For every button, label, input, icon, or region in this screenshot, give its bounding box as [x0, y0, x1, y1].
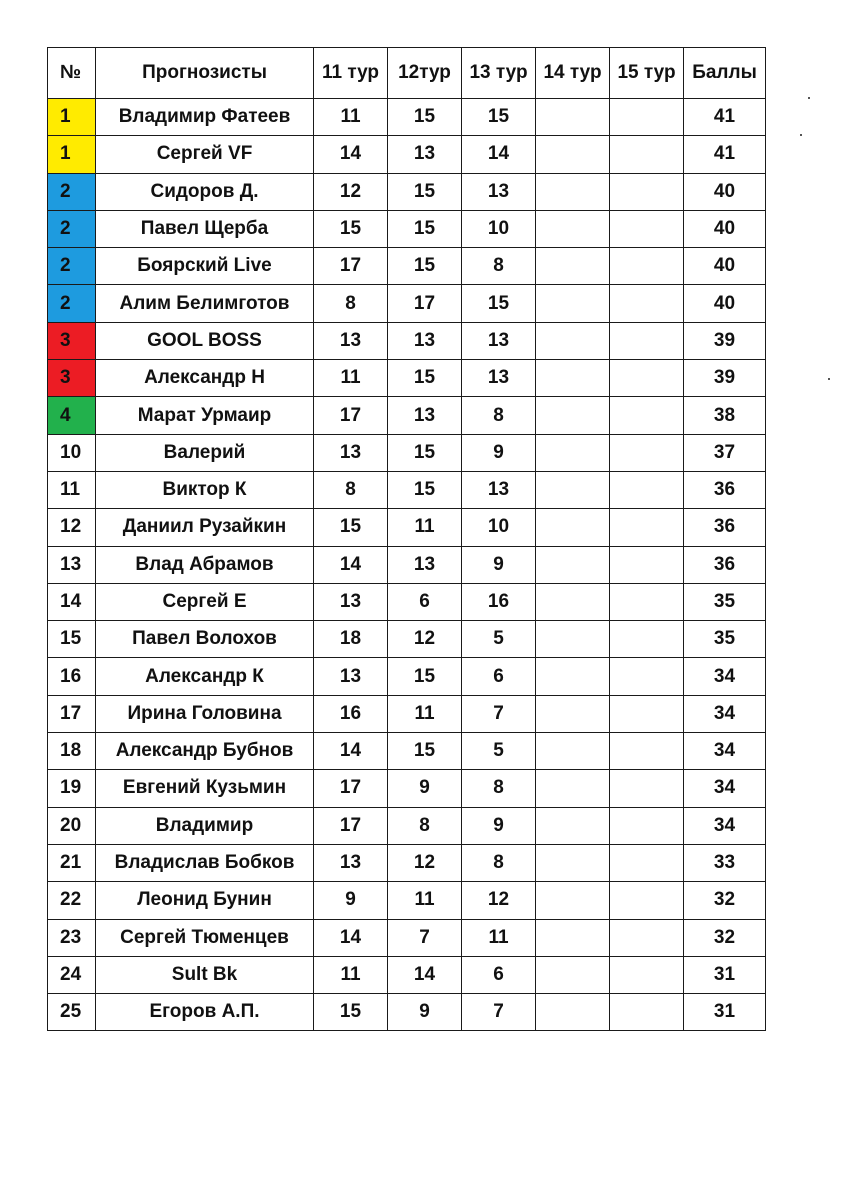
name-cell: Владимир [96, 807, 314, 844]
round-12-cell: 13 [388, 397, 462, 434]
round-12-cell: 17 [388, 285, 462, 322]
total-cell: 40 [684, 210, 766, 247]
total-cell: 39 [684, 322, 766, 359]
table-row [48, 658, 766, 695]
round-13-cell: 5 [462, 733, 536, 770]
round-11-cell: 14 [314, 919, 388, 956]
rank-cell: 23 [48, 919, 96, 956]
round-13-cell: 8 [462, 397, 536, 434]
round-14-cell [536, 509, 610, 546]
round-14-cell [536, 434, 610, 471]
rank-cell: 17 [48, 695, 96, 732]
round-14-cell [536, 994, 610, 1031]
round-15-cell [610, 956, 684, 993]
name-cell: Сидоров Д. [96, 173, 314, 210]
round-13-cell: 9 [462, 807, 536, 844]
name-cell: Влад Абрамов [96, 546, 314, 583]
round-11-cell: 13 [314, 322, 388, 359]
round-13-cell: 7 [462, 994, 536, 1031]
rank-cell: 3 [48, 360, 96, 397]
round-14-cell [536, 471, 610, 508]
round-13-cell: 13 [462, 322, 536, 359]
name-cell: Егоров А.П. [96, 994, 314, 1031]
round-13-cell: 11 [462, 919, 536, 956]
rank-cell: 21 [48, 844, 96, 881]
round-15-cell [610, 360, 684, 397]
round-13-cell: 8 [462, 248, 536, 285]
table-row [48, 882, 766, 919]
total-cell: 34 [684, 770, 766, 807]
round-13-cell: 15 [462, 285, 536, 322]
total-cell: 34 [684, 658, 766, 695]
round-11-cell: 12 [314, 173, 388, 210]
round-11-cell: 13 [314, 844, 388, 881]
round-13-cell: 8 [462, 770, 536, 807]
round-15-cell [610, 733, 684, 770]
round-14-cell [536, 882, 610, 919]
name-cell: Алим Белимготов [96, 285, 314, 322]
total-cell: 40 [684, 248, 766, 285]
name-cell: Валерий [96, 434, 314, 471]
table-row [48, 546, 766, 583]
round-11-cell: 8 [314, 471, 388, 508]
round-11-cell: 13 [314, 658, 388, 695]
name-cell: Евгений Кузьмин [96, 770, 314, 807]
round-13-cell: 6 [462, 658, 536, 695]
table-row [48, 285, 766, 322]
round-14-cell [536, 695, 610, 732]
table-row [48, 621, 766, 658]
table-row [48, 994, 766, 1031]
round-12-cell: 7 [388, 919, 462, 956]
rank-cell: 1 [48, 99, 96, 136]
round-13-cell: 13 [462, 471, 536, 508]
table-row [48, 770, 766, 807]
total-cell: 41 [684, 136, 766, 173]
name-cell: Леонид Бунин [96, 882, 314, 919]
table-row [48, 99, 766, 136]
round-12-cell: 12 [388, 621, 462, 658]
total-cell: 37 [684, 434, 766, 471]
round-13-cell: 13 [462, 360, 536, 397]
rank-cell: 18 [48, 733, 96, 770]
round-13-cell: 7 [462, 695, 536, 732]
round-13-cell: 8 [462, 844, 536, 881]
round-14-cell [536, 248, 610, 285]
rank-cell: 24 [48, 956, 96, 993]
name-cell: Марат Урмаир [96, 397, 314, 434]
round-15-cell [610, 173, 684, 210]
round-12-cell: 15 [388, 99, 462, 136]
round-11-cell: 11 [314, 956, 388, 993]
round-14-cell [536, 136, 610, 173]
round-14-cell [536, 658, 610, 695]
name-cell: GOOL BOSS [96, 322, 314, 359]
round-12-cell: 15 [388, 733, 462, 770]
stray-dot [800, 134, 802, 136]
name-cell: Александр Бубнов [96, 733, 314, 770]
total-cell: 33 [684, 844, 766, 881]
rank-cell: 10 [48, 434, 96, 471]
round-13-cell: 10 [462, 210, 536, 247]
total-cell: 39 [684, 360, 766, 397]
rank-cell: 20 [48, 807, 96, 844]
round-15-cell [610, 210, 684, 247]
name-cell: Сергей VF [96, 136, 314, 173]
total-cell: 31 [684, 994, 766, 1031]
header-round-11: 11 тур [314, 48, 388, 99]
table-header [48, 48, 766, 99]
total-cell: 40 [684, 285, 766, 322]
table-row [48, 210, 766, 247]
round-15-cell [610, 322, 684, 359]
rank-cell: 1 [48, 136, 96, 173]
round-15-cell [610, 471, 684, 508]
name-cell: Ирина Головина [96, 695, 314, 732]
round-12-cell: 13 [388, 136, 462, 173]
standings-table [47, 47, 766, 1031]
header-round-14: 14 тур [536, 48, 610, 99]
round-12-cell: 15 [388, 173, 462, 210]
total-cell: 32 [684, 919, 766, 956]
round-12-cell: 15 [388, 248, 462, 285]
round-15-cell [610, 285, 684, 322]
round-14-cell [536, 807, 610, 844]
name-cell: Владимир Фатеев [96, 99, 314, 136]
round-14-cell [536, 770, 610, 807]
total-cell: 36 [684, 509, 766, 546]
rank-cell: 22 [48, 882, 96, 919]
table-row [48, 173, 766, 210]
round-11-cell: 17 [314, 770, 388, 807]
name-cell: Владислав Бобков [96, 844, 314, 881]
stray-dot [828, 378, 830, 380]
rank-cell: 14 [48, 583, 96, 620]
round-11-cell: 14 [314, 733, 388, 770]
total-cell: 40 [684, 173, 766, 210]
name-cell: Сергей Е [96, 583, 314, 620]
name-cell: Александр К [96, 658, 314, 695]
total-cell: 31 [684, 956, 766, 993]
name-cell: Даниил Рузайкин [96, 509, 314, 546]
round-15-cell [610, 546, 684, 583]
table-row [48, 509, 766, 546]
stray-dot [808, 97, 810, 99]
name-cell: Боярский Live [96, 248, 314, 285]
total-cell: 36 [684, 471, 766, 508]
rank-cell: 2 [48, 248, 96, 285]
round-14-cell [536, 546, 610, 583]
round-12-cell: 11 [388, 695, 462, 732]
round-14-cell [536, 210, 610, 247]
rank-cell: 13 [48, 546, 96, 583]
round-12-cell: 14 [388, 956, 462, 993]
total-cell: 34 [684, 695, 766, 732]
round-15-cell [610, 621, 684, 658]
round-13-cell: 10 [462, 509, 536, 546]
round-12-cell: 15 [388, 360, 462, 397]
round-15-cell [610, 695, 684, 732]
round-12-cell: 15 [388, 658, 462, 695]
round-15-cell [610, 919, 684, 956]
total-cell: 41 [684, 99, 766, 136]
round-14-cell [536, 360, 610, 397]
round-11-cell: 18 [314, 621, 388, 658]
name-cell: Sult Bk [96, 956, 314, 993]
table-row [48, 471, 766, 508]
total-cell: 32 [684, 882, 766, 919]
header-round-13: 13 тур [462, 48, 536, 99]
round-15-cell [610, 882, 684, 919]
rank-cell: 12 [48, 509, 96, 546]
round-15-cell [610, 509, 684, 546]
rank-cell: 2 [48, 173, 96, 210]
table-row [48, 733, 766, 770]
table-row [48, 807, 766, 844]
table-row [48, 397, 766, 434]
round-11-cell: 17 [314, 807, 388, 844]
round-14-cell [536, 844, 610, 881]
round-14-cell [536, 285, 610, 322]
round-14-cell [536, 583, 610, 620]
rank-cell: 3 [48, 322, 96, 359]
round-12-cell: 15 [388, 471, 462, 508]
round-15-cell [610, 770, 684, 807]
round-12-cell: 9 [388, 994, 462, 1031]
table-row [48, 695, 766, 732]
table-row [48, 583, 766, 620]
header-total: Баллы [684, 48, 766, 99]
round-14-cell [536, 322, 610, 359]
round-15-cell [610, 434, 684, 471]
round-13-cell: 5 [462, 621, 536, 658]
round-11-cell: 17 [314, 397, 388, 434]
rank-cell: 4 [48, 397, 96, 434]
round-12-cell: 15 [388, 210, 462, 247]
round-15-cell [610, 248, 684, 285]
round-11-cell: 14 [314, 136, 388, 173]
total-cell: 34 [684, 807, 766, 844]
total-cell: 38 [684, 397, 766, 434]
rank-cell: 16 [48, 658, 96, 695]
table-row [48, 248, 766, 285]
round-13-cell: 14 [462, 136, 536, 173]
round-11-cell: 14 [314, 546, 388, 583]
round-11-cell: 13 [314, 583, 388, 620]
round-11-cell: 15 [314, 210, 388, 247]
name-cell: Сергей Тюменцев [96, 919, 314, 956]
round-12-cell: 6 [388, 583, 462, 620]
header-round-15: 15 тур [610, 48, 684, 99]
table-row [48, 322, 766, 359]
rank-cell: 2 [48, 210, 96, 247]
round-14-cell [536, 397, 610, 434]
total-cell: 35 [684, 583, 766, 620]
round-11-cell: 15 [314, 509, 388, 546]
name-cell: Павел Щерба [96, 210, 314, 247]
rank-cell: 25 [48, 994, 96, 1031]
table-row [48, 956, 766, 993]
round-11-cell: 11 [314, 99, 388, 136]
round-14-cell [536, 173, 610, 210]
header-row [48, 48, 766, 99]
round-13-cell: 15 [462, 99, 536, 136]
round-13-cell: 6 [462, 956, 536, 993]
header-rank: № [48, 48, 96, 99]
rank-cell: 15 [48, 621, 96, 658]
round-14-cell [536, 621, 610, 658]
rank-cell: 2 [48, 285, 96, 322]
round-15-cell [610, 994, 684, 1031]
round-12-cell: 13 [388, 322, 462, 359]
round-11-cell: 9 [314, 882, 388, 919]
name-cell: Павел Волохов [96, 621, 314, 658]
round-11-cell: 8 [314, 285, 388, 322]
round-15-cell [610, 583, 684, 620]
table-row [48, 136, 766, 173]
round-12-cell: 11 [388, 509, 462, 546]
round-11-cell: 17 [314, 248, 388, 285]
round-14-cell [536, 956, 610, 993]
table-row [48, 844, 766, 881]
total-cell: 34 [684, 733, 766, 770]
total-cell: 36 [684, 546, 766, 583]
header-round-12: 12тур [388, 48, 462, 99]
round-15-cell [610, 397, 684, 434]
round-12-cell: 9 [388, 770, 462, 807]
rank-cell: 19 [48, 770, 96, 807]
rank-cell: 11 [48, 471, 96, 508]
round-14-cell [536, 99, 610, 136]
round-15-cell [610, 807, 684, 844]
round-15-cell [610, 136, 684, 173]
round-12-cell: 13 [388, 546, 462, 583]
round-12-cell: 15 [388, 434, 462, 471]
header-name: Прогнозисты [96, 48, 314, 99]
table-row [48, 360, 766, 397]
name-cell: Александр Н [96, 360, 314, 397]
round-14-cell [536, 733, 610, 770]
total-cell: 35 [684, 621, 766, 658]
round-13-cell: 13 [462, 173, 536, 210]
round-11-cell: 11 [314, 360, 388, 397]
round-14-cell [536, 919, 610, 956]
round-12-cell: 11 [388, 882, 462, 919]
table-row [48, 434, 766, 471]
table-row [48, 919, 766, 956]
round-15-cell [610, 844, 684, 881]
round-11-cell: 16 [314, 695, 388, 732]
table-body [48, 99, 766, 1031]
round-15-cell [610, 658, 684, 695]
round-12-cell: 8 [388, 807, 462, 844]
round-15-cell [610, 99, 684, 136]
round-13-cell: 9 [462, 546, 536, 583]
round-12-cell: 12 [388, 844, 462, 881]
name-cell: Виктор К [96, 471, 314, 508]
round-13-cell: 16 [462, 583, 536, 620]
round-11-cell: 13 [314, 434, 388, 471]
round-11-cell: 15 [314, 994, 388, 1031]
round-13-cell: 9 [462, 434, 536, 471]
round-13-cell: 12 [462, 882, 536, 919]
